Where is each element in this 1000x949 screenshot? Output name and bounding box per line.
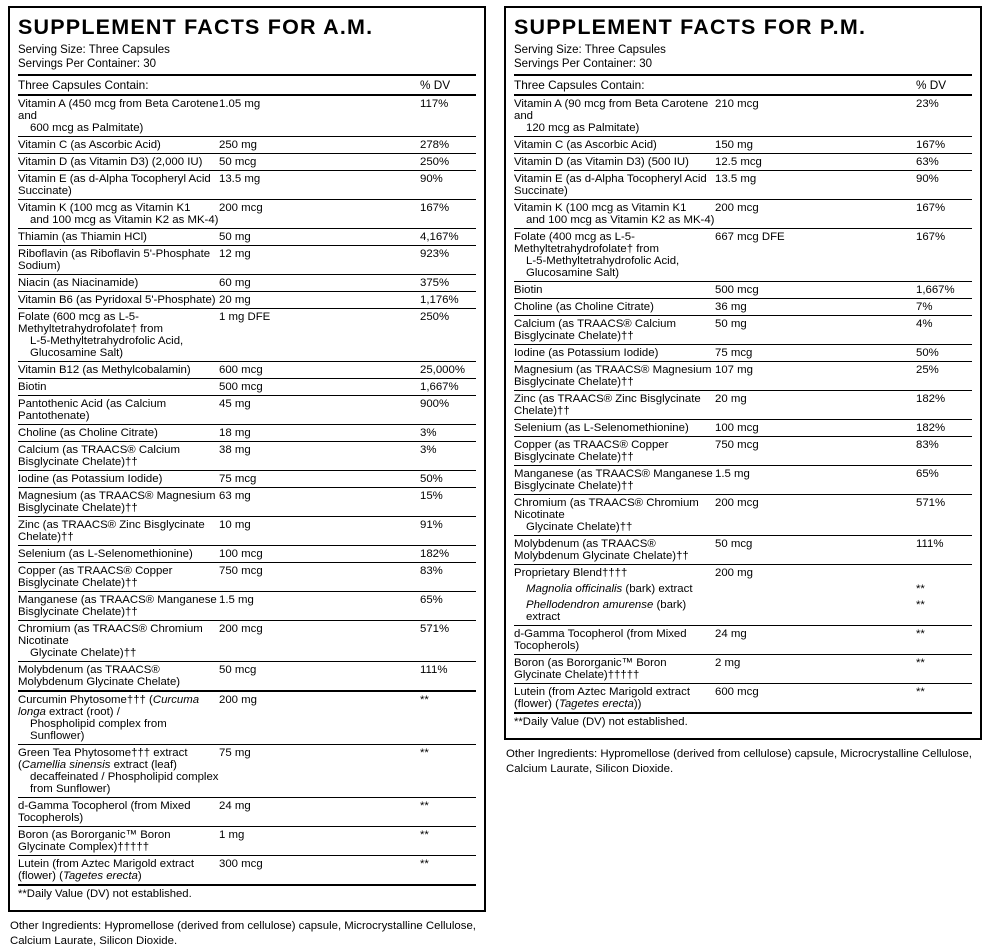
am-row-20-amount: 1.5 mg — [219, 592, 420, 621]
pm-row-5-amount: 667 mcg DFE — [715, 229, 916, 282]
am-row-18-amount: 100 mcg — [219, 546, 420, 563]
am-row-15-name: Iodine (as Potassium Iodide) — [18, 471, 219, 488]
pm-row-15-amount: 200 mcg — [715, 495, 916, 536]
pm-row-10-amount: 107 mg — [715, 362, 916, 391]
pm-row-12-amount: 100 mcg — [715, 420, 916, 437]
table-row — [18, 309, 476, 362]
am-row-0-name-line1: Vitamin A (450 mcg from Beta Carotene and — [18, 98, 219, 123]
table-row — [18, 137, 476, 154]
table-row — [18, 362, 476, 379]
pm-row-3-dv: 90% — [916, 171, 972, 200]
am-row-14-name: Calcium (as TRAACS® Calcium Bisglycinate Chelate)†† — [18, 442, 219, 471]
pm-row-11-name: Zinc (as TRAACS® Zinc Bisglycinate Chelate)†† — [514, 391, 715, 420]
am-row-4-dv: 167% — [420, 200, 476, 229]
pm-row-2-name: Vitamin D (as Vitamin D3) (500 IU) — [514, 154, 715, 171]
pm-blend-item-row — [514, 581, 972, 597]
am-row-21-name-line1: Chromium (as TRAACS® Chromium Nicotinate — [18, 623, 203, 648]
pm-row-6-dv: 1,667% — [916, 282, 972, 299]
pm-row-15-dv: 571% — [916, 495, 972, 536]
pm-row-3-name: Vitamin E (as d-Alpha Tocopheryl Acid Succinate) — [514, 171, 715, 200]
am-extra-4-name — [18, 856, 219, 886]
am-table-header-row — [18, 75, 476, 95]
am-row-14-amount: 38 mg — [219, 442, 420, 471]
am-extra-0-name — [18, 691, 219, 745]
am-row-16-amount: 63 mg — [219, 488, 420, 517]
table-row — [514, 200, 972, 229]
pm-row-4-amount: 200 mcg — [715, 200, 916, 229]
am-row-0-name-line2: 600 mcg as Palmitate) — [30, 122, 144, 135]
am-extra-2-name: d-Gamma Tocopherol (from Mixed Tocopherols) — [18, 798, 219, 827]
pm-row-3-amount: 13.5 mg — [715, 171, 916, 200]
pm-row-16-dv: 111% — [916, 536, 972, 565]
am-extra-0-italic: Curcuma longa — [18, 694, 200, 719]
am-servings-per-container: Servings Per Container: 30 — [18, 58, 157, 71]
am-extra-3-amount: 1 mg — [219, 827, 420, 856]
pm-extra-2-text-after: )) — [633, 698, 642, 711]
am-row-11-name: Biotin — [18, 379, 219, 396]
table-row — [18, 442, 476, 471]
pm-row-4-name — [514, 200, 715, 229]
am-facts-table — [18, 74, 476, 902]
pm-blend-item-0-dv: ** — [916, 583, 925, 596]
pm-extra-1-dv: ** — [916, 655, 972, 684]
pm-row-15-name — [514, 495, 715, 536]
am-row-8-amount: 20 mg — [219, 292, 420, 309]
am-row-12-dv: 900% — [420, 396, 476, 425]
table-row — [18, 798, 476, 827]
am-extra-1-amount: 75 mg — [219, 745, 420, 798]
am-row-13-amount: 18 mg — [219, 425, 420, 442]
table-row — [514, 626, 972, 655]
table-row — [18, 396, 476, 425]
pm-row-16-name: Molybdenum (as TRAACS® Molybdenum Glycinate Chelate)†† — [514, 536, 715, 565]
pm-serving-info — [514, 43, 972, 71]
am-row-16-name: Magnesium (as TRAACS® Magnesium Bisglycinate Chelate)†† — [18, 488, 219, 517]
table-row — [514, 171, 972, 200]
am-row-15-amount: 75 mcg — [219, 471, 420, 488]
table-row — [514, 154, 972, 171]
am-row-8-name: Vitamin B6 (as Pyridoxal 5'-Phosphate) — [18, 292, 219, 309]
am-row-19-dv: 83% — [420, 563, 476, 592]
am-extra-2-dv: ** — [420, 798, 476, 827]
am-row-5-dv: 4,167% — [420, 229, 476, 246]
am-row-9-name-line2: L-5-Methyltetrahydrofolic Acid, Glucosamine Salt) — [30, 335, 184, 360]
pm-supplement-facts-panel — [504, 6, 982, 740]
am-extra-0-dv: ** — [420, 691, 476, 745]
pm-row-11-amount: 20 mg — [715, 391, 916, 420]
am-row-6-amount: 12 mg — [219, 246, 420, 275]
am-panel-title: SUPPLEMENT FACTS FOR A.M. — [18, 15, 374, 39]
pm-blend-item-1-italic: Phellodendron amurense — [526, 599, 654, 612]
am-header-right: % DV — [420, 75, 476, 95]
am-row-21-name-line2: Glycinate Chelate)†† — [30, 647, 137, 660]
am-row-13-dv: 3% — [420, 425, 476, 442]
pm-row-5-name-line1: Folate (400 mcg as L-5-Methyltetrahydrofolate† from — [514, 231, 659, 256]
pm-row-13-name: Copper (as TRAACS® Copper Bisglycinate Chelate)†† — [514, 437, 715, 466]
pm-column — [504, 6, 982, 949]
table-row — [18, 292, 476, 309]
am-row-0-name — [18, 95, 219, 137]
pm-extra-0-amount: 24 mg — [715, 626, 916, 655]
pm-blend-dv — [916, 565, 972, 582]
pm-table-header-row — [514, 75, 972, 95]
pm-row-5-name-line2: L-5-Methyltetrahydrofolic Acid, Glucosamine Salt) — [526, 255, 680, 280]
pm-blend-item-0-after: (bark) extract — [622, 583, 693, 596]
pm-other-ingredients: Other Ingredients: Hypromellose (derived from cellulose) capsule, Microcrystalline Cellulose, Calcium Laurate, Silicon Dioxide. — [506, 748, 972, 775]
table-row — [18, 563, 476, 592]
table-row — [514, 391, 972, 420]
table-row — [18, 275, 476, 292]
am-row-2-name: Vitamin D (as Vitamin D3) (2,000 IU) — [18, 154, 219, 171]
pm-row-15-name-line2: Glycinate Chelate)†† — [526, 521, 633, 534]
pm-row-8-dv: 4% — [916, 316, 972, 345]
table-row — [18, 200, 476, 229]
am-row-4-name-line2: and 100 mcg as Vitamin K2 as MK-4) — [30, 214, 219, 227]
am-extra-0-text: Curcumin Phytosome††† ( — [18, 694, 153, 707]
am-row-1-amount: 250 mg — [219, 137, 420, 154]
pm-blend-amount: 200 mg — [715, 565, 916, 582]
am-extra-4-dv: ** — [420, 856, 476, 886]
pm-extra-0-dv: ** — [916, 626, 972, 655]
am-row-9-amount: 1 mg DFE — [219, 309, 420, 362]
pm-row-13-amount: 750 mcg — [715, 437, 916, 466]
pm-row-8-amount: 50 mg — [715, 316, 916, 345]
pm-row-11-dv: 182% — [916, 391, 972, 420]
am-row-4-amount: 200 mcg — [219, 200, 420, 229]
pm-row-2-dv: 63% — [916, 154, 972, 171]
pm-row-6-name: Biotin — [514, 282, 715, 299]
pm-row-5-name — [514, 229, 715, 282]
am-extra-4-text: Lutein (from Aztec Marigold extract (flower) ( — [18, 858, 194, 883]
am-extra-0-text-after: extract (root) / — [45, 706, 120, 719]
am-supplement-facts-panel — [8, 6, 486, 912]
pm-blend-item-0-text — [514, 583, 715, 595]
pm-row-14-amount: 1.5 mg — [715, 466, 916, 495]
am-row-2-dv: 250% — [420, 154, 476, 171]
table-row — [18, 827, 476, 856]
am-extra-1-name — [18, 745, 219, 798]
am-row-3-amount: 13.5 mg — [219, 171, 420, 200]
am-row-17-name: Zinc (as TRAACS® Zinc Bisglycinate Chelate)†† — [18, 517, 219, 546]
pm-footnote-row — [514, 713, 972, 730]
am-column — [8, 6, 486, 949]
pm-row-0-dv: 23% — [916, 95, 972, 137]
am-row-8-dv: 1,176% — [420, 292, 476, 309]
am-footnote: **Daily Value (DV) not established. — [18, 885, 476, 902]
table-row — [18, 425, 476, 442]
table-row — [514, 316, 972, 345]
am-row-20-name: Manganese (as TRAACS® Manganese Bisglycinate Chelate)†† — [18, 592, 219, 621]
am-row-1-name: Vitamin C (as Ascorbic Acid) — [18, 137, 219, 154]
pm-extra-2-text: Lutein (from Aztec Marigold extract (flower) ( — [514, 686, 690, 711]
am-row-20-dv: 65% — [420, 592, 476, 621]
pm-row-4-dv: 167% — [916, 200, 972, 229]
pm-row-14-dv: 65% — [916, 466, 972, 495]
table-row — [18, 246, 476, 275]
pm-row-9-amount: 75 mcg — [715, 345, 916, 362]
pm-row-10-name: Magnesium (as TRAACS® Magnesium Bisglycinate Chelate)†† — [514, 362, 715, 391]
am-row-19-amount: 750 mcg — [219, 563, 420, 592]
am-extra-2-amount: 24 mg — [219, 798, 420, 827]
am-row-21-dv: 571% — [420, 621, 476, 662]
am-extra-1-italic: Camellia sinensis — [21, 759, 111, 772]
table-row — [18, 488, 476, 517]
am-row-17-dv: 91% — [420, 517, 476, 546]
am-row-9-name — [18, 309, 219, 362]
am-row-10-name: Vitamin B12 (as Methylcobalamin) — [18, 362, 219, 379]
pm-header-left: Three Capsules Contain: — [514, 75, 916, 95]
am-extra-3-name: Boron (as Bororganic™ Boron Glycinate Complex)††††† — [18, 827, 219, 856]
am-row-18-dv: 182% — [420, 546, 476, 563]
am-row-17-amount: 10 mg — [219, 517, 420, 546]
am-row-12-name: Pantothenic Acid (as Calcium Pantothenate) — [18, 396, 219, 425]
table-row — [514, 95, 972, 137]
am-row-7-dv: 375% — [420, 275, 476, 292]
am-extra-0-name-line1 — [18, 694, 199, 718]
pm-row-9-dv: 50% — [916, 345, 972, 362]
am-row-11-dv: 1,667% — [420, 379, 476, 396]
am-serving-size: Serving Size: Three Capsules — [18, 44, 170, 57]
am-extra-1-name-line1 — [18, 747, 187, 771]
pm-blend-item-0-name — [514, 581, 715, 597]
am-facts-body — [18, 75, 476, 902]
am-row-4-name — [18, 200, 219, 229]
am-row-7-name: Niacin (as Niacinamide) — [18, 275, 219, 292]
pm-row-0-name — [514, 95, 715, 137]
am-row-22-amount: 50 mcg — [219, 662, 420, 692]
am-row-22-dv: 111% — [420, 662, 476, 692]
pm-blend-item-1-dv: ** — [916, 599, 925, 612]
pm-row-7-dv: 7% — [916, 299, 972, 316]
table-row — [514, 684, 972, 714]
pm-extra-0-name: d-Gamma Tocopherol (from Mixed Tocopherols) — [514, 626, 715, 655]
pm-row-0-amount: 210 mcg — [715, 95, 916, 137]
am-other-ingredients: Other Ingredients: Hypromellose (derived from cellulose) capsule, Microcrystalline Cellulose, Calcium Laurate, Silicon Dioxide. — [10, 920, 476, 947]
pm-blend-item-0-amount — [715, 581, 916, 597]
table-row — [18, 621, 476, 662]
pm-row-0-name-line1: Vitamin A (90 mcg from Beta Carotene and — [514, 98, 709, 123]
pm-blend-item-1-amount — [715, 597, 916, 626]
table-row — [18, 592, 476, 621]
pm-row-7-name: Choline (as Choline Citrate) — [514, 299, 715, 316]
am-row-19-name: Copper (as TRAACS® Copper Bisglycinate Chelate)†† — [18, 563, 219, 592]
am-row-3-name: Vitamin E (as d-Alpha Tocopheryl Acid Succinate) — [18, 171, 219, 200]
pm-serving-size: Serving Size: Three Capsules — [514, 44, 666, 57]
pm-blend-item-0-italic: Magnolia officinalis — [526, 583, 623, 596]
pm-row-1-dv: 167% — [916, 137, 972, 154]
table-row — [514, 655, 972, 684]
table-row — [18, 745, 476, 798]
am-row-11-amount: 500 mcg — [219, 379, 420, 396]
table-row — [18, 154, 476, 171]
am-row-6-name: Riboflavin (as Riboflavin 5'-Phosphate Sodium) — [18, 246, 219, 275]
am-row-10-amount: 600 mcg — [219, 362, 420, 379]
table-row — [18, 171, 476, 200]
pm-row-5-dv: 167% — [916, 229, 972, 282]
pm-blend-item-1-name — [514, 597, 715, 626]
am-row-5-amount: 50 mg — [219, 229, 420, 246]
pm-row-12-name: Selenium (as L-Selenomethionine) — [514, 420, 715, 437]
table-row — [18, 691, 476, 745]
table-row — [514, 345, 972, 362]
pm-row-1-amount: 150 mg — [715, 137, 916, 154]
pm-row-1-name: Vitamin C (as Ascorbic Acid) — [514, 137, 715, 154]
am-row-15-dv: 50% — [420, 471, 476, 488]
pm-row-4-name-line2: and 100 mcg as Vitamin K2 as MK-4) — [526, 214, 715, 227]
am-row-18-name: Selenium (as L-Selenomethionine) — [18, 546, 219, 563]
table-row — [514, 282, 972, 299]
table-row — [18, 379, 476, 396]
pm-blend-item-row — [514, 597, 972, 626]
pm-row-4-name-line1: Vitamin K (100 mcg as Vitamin K1 — [514, 202, 687, 215]
table-row — [514, 229, 972, 282]
am-header-left: Three Capsules Contain: — [18, 75, 420, 95]
am-row-0-dv: 117% — [420, 95, 476, 137]
table-row — [18, 229, 476, 246]
am-row-7-amount: 60 mg — [219, 275, 420, 292]
pm-row-6-amount: 500 mcg — [715, 282, 916, 299]
am-extra-4-amount: 300 mcg — [219, 856, 420, 886]
am-row-13-name: Choline (as Choline Citrate) — [18, 425, 219, 442]
table-row — [514, 362, 972, 391]
pm-extra-2-name — [514, 684, 715, 714]
table-row — [18, 517, 476, 546]
table-row — [514, 137, 972, 154]
pm-facts-table — [514, 74, 972, 730]
pm-row-15-name-line1: Chromium (as TRAACS® Chromium Nicotinate — [514, 497, 699, 522]
pm-row-7-amount: 36 mg — [715, 299, 916, 316]
table-row — [18, 95, 476, 137]
table-row — [18, 856, 476, 886]
am-extra-1-dv: ** — [420, 745, 476, 798]
table-row — [514, 437, 972, 466]
pm-header-right: % DV — [916, 75, 972, 95]
am-row-21-amount: 200 mcg — [219, 621, 420, 662]
pm-row-10-dv: 25% — [916, 362, 972, 391]
am-row-12-amount: 45 mg — [219, 396, 420, 425]
am-extra-3-dv: ** — [420, 827, 476, 856]
am-row-4-name-line1: Vitamin K (100 mcg as Vitamin K1 — [18, 202, 191, 215]
pm-row-14-name: Manganese (as TRAACS® Manganese Bisglycinate Chelate)†† — [514, 466, 715, 495]
pm-footnote: **Daily Value (DV) not established. — [514, 713, 972, 730]
am-footnote-row — [18, 885, 476, 902]
pm-extra-1-amount: 2 mg — [715, 655, 916, 684]
am-row-1-dv: 278% — [420, 137, 476, 154]
pm-blend-item-1-after: (bark) extract — [526, 599, 687, 624]
am-row-10-dv: 25,000% — [420, 362, 476, 379]
pm-row-9-name: Iodine (as Potassium Iodide) — [514, 345, 715, 362]
am-row-9-dv: 250% — [420, 309, 476, 362]
am-row-14-dv: 3% — [420, 442, 476, 471]
am-extra-0-amount: 200 mg — [219, 691, 420, 745]
pm-extra-2-dv: ** — [916, 684, 972, 714]
pm-extra-2-italic: Tagetes erecta — [558, 698, 634, 711]
pm-row-2-amount: 12.5 mcg — [715, 154, 916, 171]
pm-row-0-name-line2: 120 mcg as Palmitate) — [526, 122, 640, 135]
pm-row-13-dv: 83% — [916, 437, 972, 466]
am-row-6-dv: 923% — [420, 246, 476, 275]
am-extra-1-text: Green Tea Phytosome††† extract ( — [18, 747, 188, 772]
table-row — [514, 420, 972, 437]
am-row-3-dv: 90% — [420, 171, 476, 200]
pm-facts-body — [514, 75, 972, 730]
table-row — [18, 662, 476, 692]
table-row — [514, 495, 972, 536]
am-row-5-name: Thiamin (as Thiamin HCl) — [18, 229, 219, 246]
table-row — [514, 299, 972, 316]
am-extra-1-name-line2: decaffeinated / Phospholipid complex from Sunflower) — [30, 771, 219, 796]
am-row-21-name — [18, 621, 219, 662]
am-row-16-dv: 15% — [420, 488, 476, 517]
am-extra-1-text-after: extract (leaf) — [110, 759, 177, 772]
pm-panel-title: SUPPLEMENT FACTS FOR P.M. — [514, 15, 867, 39]
table-row — [514, 466, 972, 495]
pm-extra-1-name: Boron (as Bororganic™ Boron Glycinate Chelate)††††† — [514, 655, 715, 684]
pm-blend-item-1-text — [514, 599, 715, 623]
table-row — [18, 471, 476, 488]
pm-proprietary-blend-row — [514, 565, 972, 582]
pm-row-16-amount: 50 mcg — [715, 536, 916, 565]
pm-servings-per-container: Servings Per Container: 30 — [514, 58, 653, 71]
am-extra-0-name-line2: Phospholipid complex from Sunflower) — [30, 718, 167, 743]
table-row — [18, 546, 476, 563]
pm-extra-2-amount: 600 mcg — [715, 684, 916, 714]
pm-blend-name: Proprietary Blend†††† — [514, 565, 715, 582]
pm-row-12-dv: 182% — [916, 420, 972, 437]
am-row-22-name: Molybdenum (as TRAACS® Molybdenum Glycinate Chelate) — [18, 662, 219, 692]
am-serving-info — [18, 43, 476, 71]
am-row-9-name-line1: Folate (600 mcg as L-5-Methyltetrahydrofolate† from — [18, 311, 163, 336]
am-row-0-amount: 1.05 mg — [219, 95, 420, 137]
am-row-2-amount: 50 mcg — [219, 154, 420, 171]
am-extra-4-text-after: ) — [137, 870, 142, 883]
pm-row-8-name: Calcium (as TRAACS® Calcium Bisglycinate Chelate)†† — [514, 316, 715, 345]
table-row — [514, 536, 972, 565]
am-extra-4-italic: Tagetes erecta — [62, 870, 138, 883]
